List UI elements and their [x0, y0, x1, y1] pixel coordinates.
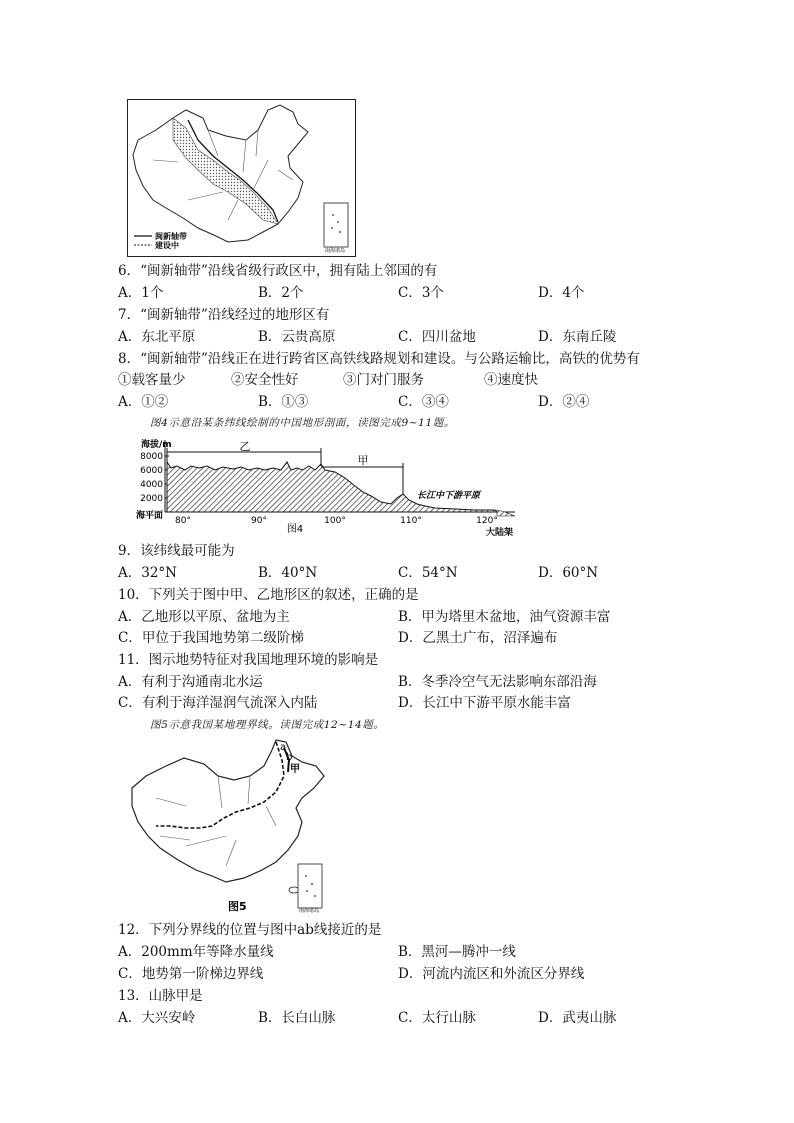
fig5-caption: 图5示意我国某地理界线。读图完成12~14题。 [150, 719, 385, 731]
q12-option-c[interactable]: C．地势第一阶梯边界线 [118, 966, 264, 982]
q8-item-4: ④速度快 [484, 372, 538, 388]
q9-stem: 9．该纬线最可能为 [118, 543, 235, 559]
legend-construction-label: 建设中 [155, 241, 179, 250]
q7-option-a[interactable]: A．东北平原 [118, 329, 196, 345]
q7-option-d[interactable]: D．东南丘陵 [538, 329, 617, 345]
fig4-label-plain: 长江中下游平原 [417, 491, 481, 501]
q12-option-d[interactable]: D．河流内流区和外流区分界线 [398, 966, 585, 982]
q7-option-c[interactable]: C．四川盆地 [398, 329, 476, 345]
fig4-ylabel: 海拔/m [141, 440, 172, 450]
fig4-title: 图4 [286, 524, 304, 535]
q8-option-b[interactable]: B．①③ [258, 394, 309, 410]
fig5-title: 图5 [228, 900, 247, 913]
fig4-label-yi: 乙 [239, 440, 251, 453]
fig4-ytick-4000: 4000 [140, 480, 163, 490]
q13-option-b[interactable]: B．长白山脉 [258, 1010, 336, 1026]
q6-option-a[interactable]: A．1个 [118, 285, 164, 301]
inset-label: 南海诸岛 [325, 248, 346, 254]
q12-option-b[interactable]: B．黑河—腾冲一线 [398, 944, 516, 960]
q10-option-d[interactable]: D．乙黑土广布，沼泽遍布 [398, 630, 558, 646]
q11-option-a[interactable]: A．有利于沟通南北水运 [118, 674, 263, 690]
q8-item-1: ①载客量少 [118, 372, 186, 388]
q10-stem: 10．下列关于图中甲、乙地形区的叙述，正确的是 [118, 587, 419, 603]
fig4-profile [125, 432, 525, 538]
q6-option-b[interactable]: B．2个 [258, 285, 304, 301]
q12-stem: 12．下列分界线的位置与图中ab线接近的是 [118, 922, 382, 938]
q9-option-b[interactable]: B．40°N [258, 565, 318, 581]
fig5-map [126, 736, 356, 916]
fig4-ytick-6000: 6000 [140, 466, 163, 476]
q10-option-c[interactable]: C．甲位于我国地势第二级阶梯 [118, 630, 304, 646]
fig4-label-shelf: 大陆架 [485, 528, 513, 538]
fig4-xtick-100: 100° [324, 516, 346, 526]
fig4-ytick-8000: 8000 [140, 452, 163, 462]
q11-stem: 11．图示地势特征对我国地理环境的影响是 [118, 652, 379, 668]
q12-option-a[interactable]: A．200mm年等降水量线 [118, 944, 274, 960]
q10-option-b[interactable]: B．甲为塔里木盆地，油气资源丰富 [398, 609, 611, 625]
fig4-xtick-110: 110° [400, 516, 422, 526]
q13-option-a[interactable]: A．大兴安岭 [118, 1010, 196, 1026]
fig5-inset-label: 南海诸岛 [299, 908, 320, 914]
q8-option-d[interactable]: D．②④ [538, 394, 590, 410]
q9-option-c[interactable]: C．54°N [398, 565, 458, 581]
q6-stem: 6．“闽新轴带”沿线省级行政区中，拥有陆上邻国的有 [118, 263, 438, 279]
fig4-xtick-80: 80° [175, 516, 191, 526]
q8-stem: 8．“闽新轴带”沿线正在进行跨省区高铁线路规划和建设。与公路运输比，高铁的优势有 [118, 351, 640, 367]
q13-stem: 13．山脉甲是 [118, 988, 203, 1004]
legend-belt-label: 闽新轴带 [155, 232, 187, 241]
fig4-caption: 图4示意沿某条纬线绘制的中国地形剖面，读图完成9~11题。 [150, 417, 455, 429]
q8-option-c[interactable]: C．③④ [398, 394, 449, 410]
q6-option-c[interactable]: C．3个 [398, 285, 444, 301]
fig4-xtick-120: 120° [476, 516, 498, 526]
fig5-label-jia: 甲 [290, 764, 300, 775]
q8-item-3: ③门对门服务 [343, 372, 424, 388]
q7-option-b[interactable]: B．云贵高原 [258, 329, 336, 345]
map-minxin-belt [127, 99, 356, 257]
q11-option-d[interactable]: D．长江中下游平原水能丰富 [398, 695, 571, 711]
fig4-ytick-2000: 2000 [140, 494, 163, 504]
fig4-xtick-90: 90° [251, 516, 267, 526]
q13-option-c[interactable]: C．太行山脉 [398, 1010, 476, 1026]
q6-option-d[interactable]: D．4个 [538, 285, 585, 301]
fig4-label-jia: 甲 [357, 454, 369, 467]
q10-option-a[interactable]: A．乙地形以平原、盆地为主 [118, 609, 290, 625]
q11-option-c[interactable]: C．有利于海洋湿润气流深入内陆 [118, 695, 318, 711]
q7-stem: 7．“闽新轴带”沿线经过的地形区有 [118, 307, 330, 323]
q11-option-b[interactable]: B．冬季冷空气无法影响东部沿海 [398, 674, 597, 690]
fig4-ytick-sea-level: 海平面 [135, 511, 163, 521]
fig5-label-a: a [280, 742, 287, 753]
china-map-1 [128, 100, 355, 256]
q9-option-d[interactable]: D．60°N [538, 565, 599, 581]
fig5-label-b: b [286, 752, 293, 763]
q8-item-2: ②安全性好 [231, 372, 299, 388]
q13-option-d[interactable]: D．武夷山脉 [538, 1010, 617, 1026]
q9-option-a[interactable]: A．32°N [118, 565, 177, 581]
q8-option-a[interactable]: A．①② [118, 394, 169, 410]
